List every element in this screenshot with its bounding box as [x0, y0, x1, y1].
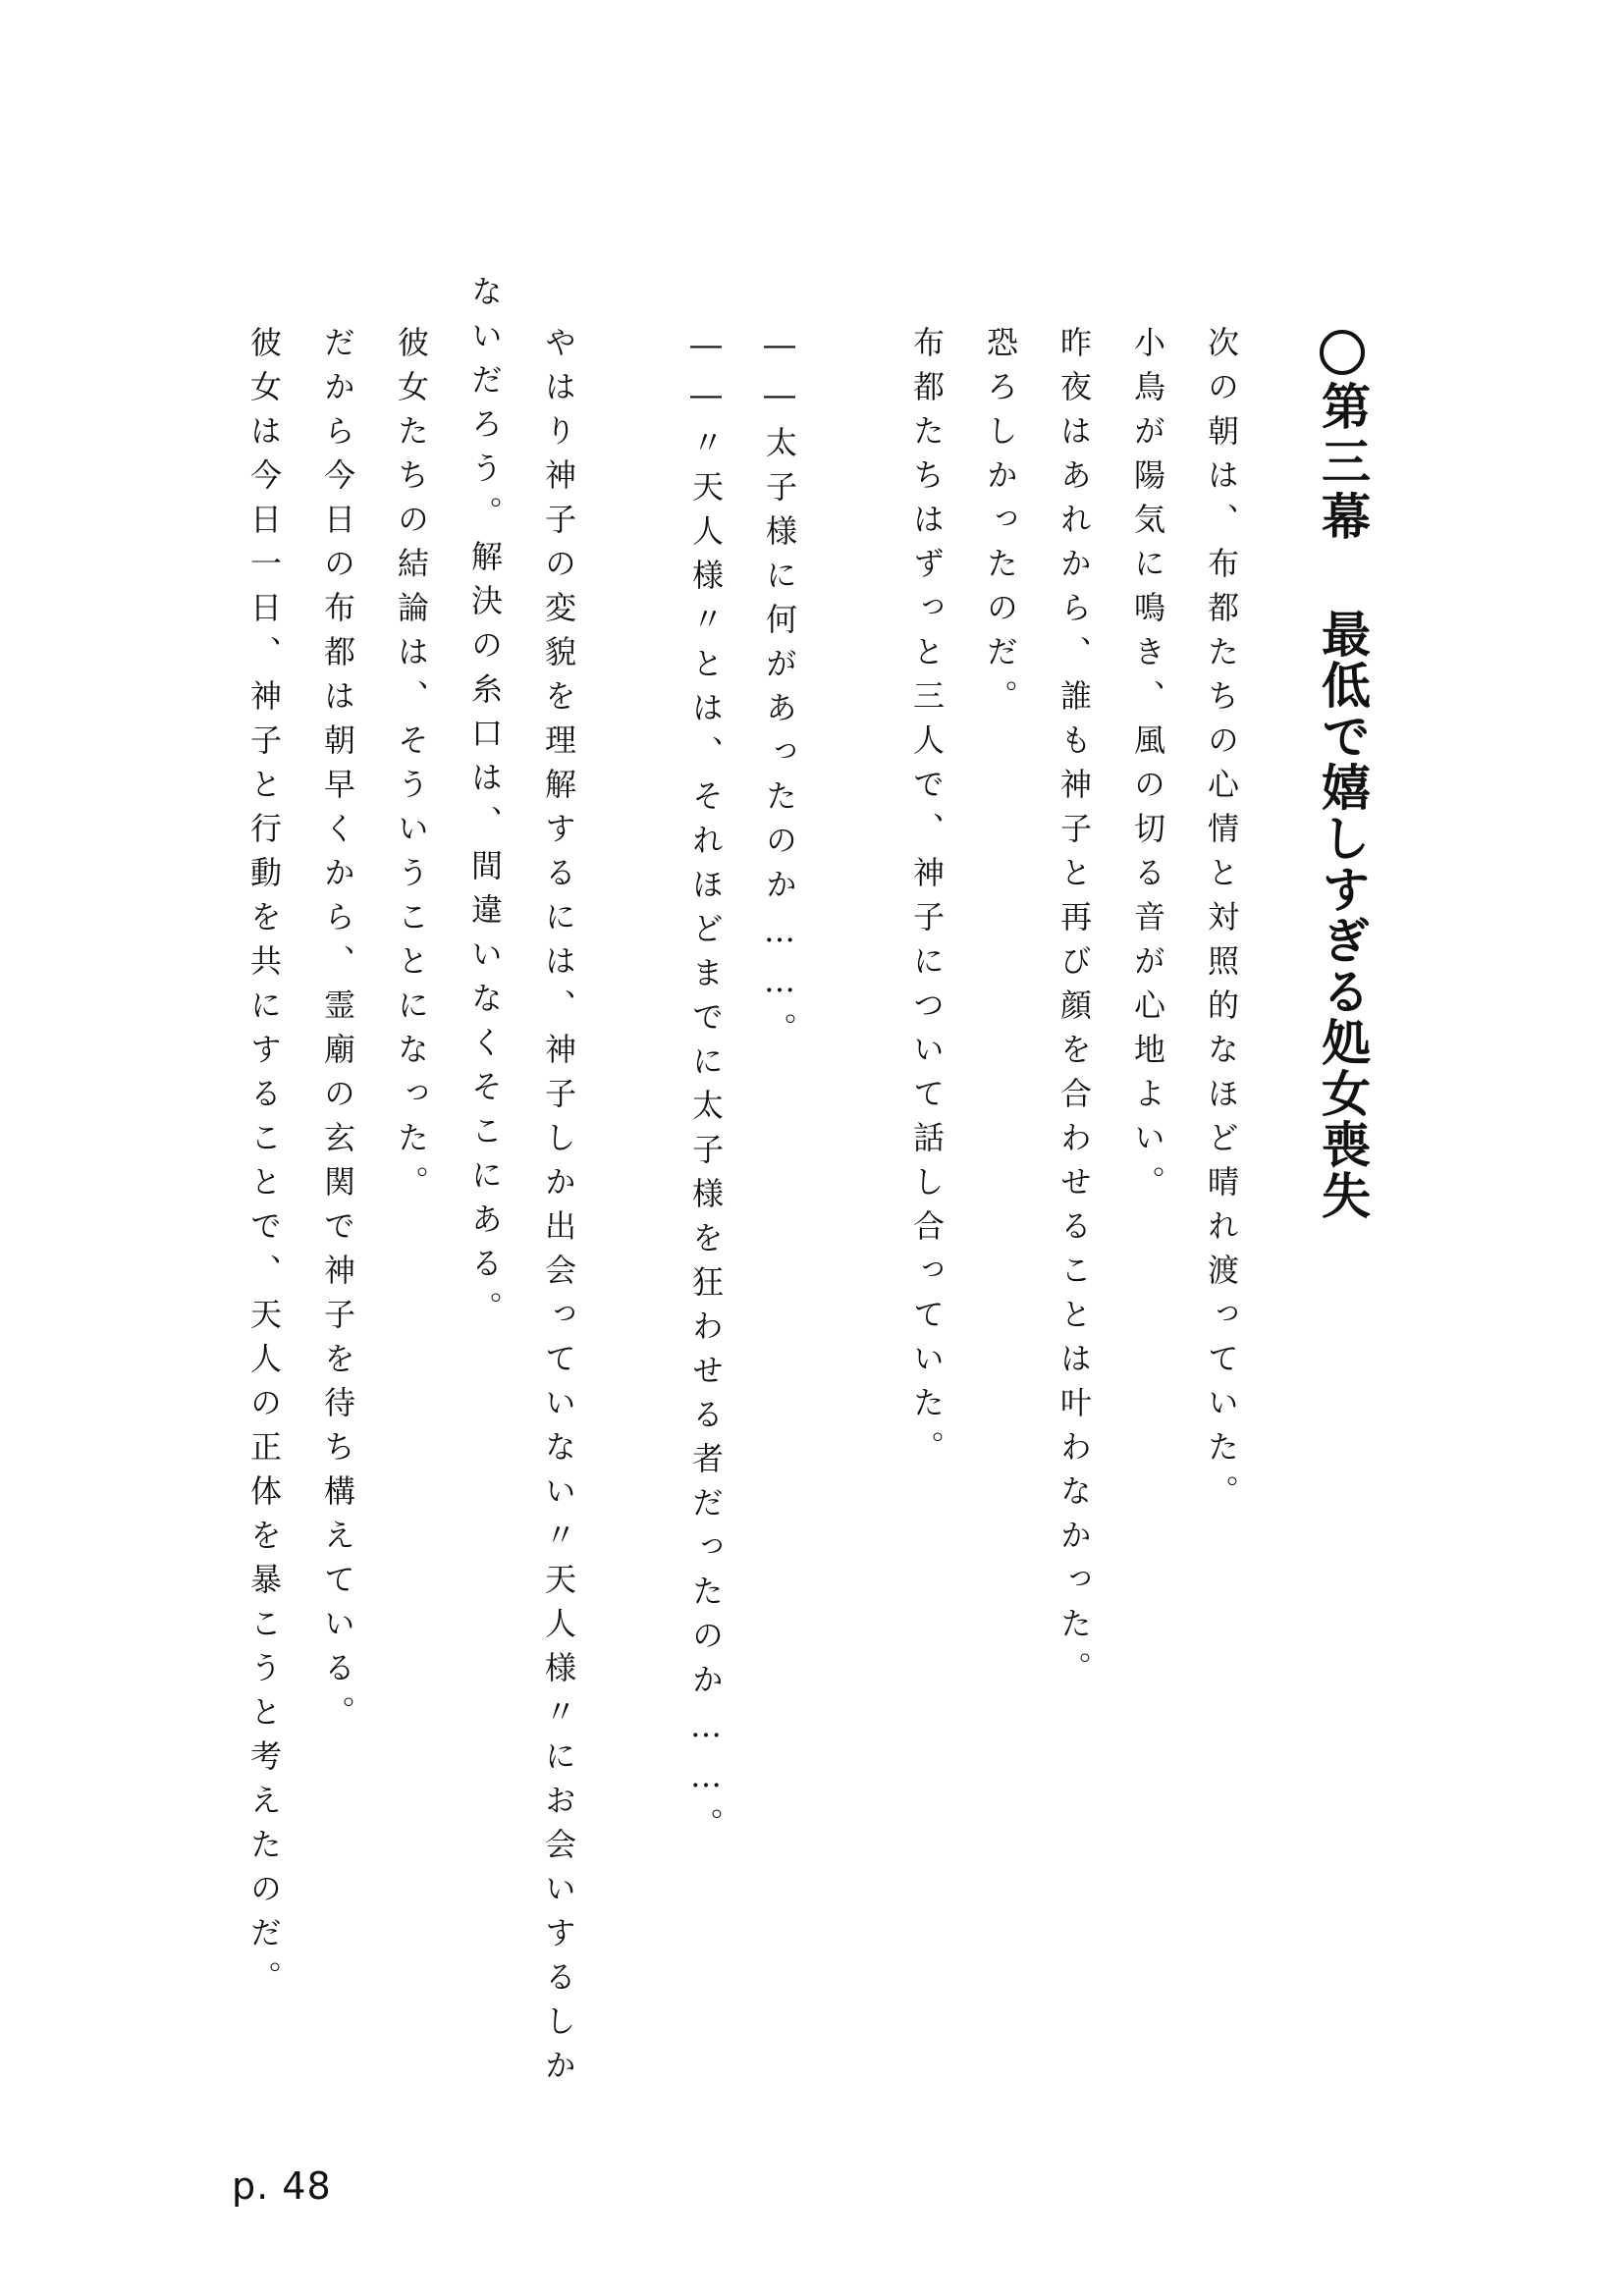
text-line-7: ――〃天人様〃とは、それほどまでに太子様を狂わせる者だったのか……。: [687, 326, 725, 1851]
text-line-12: 彼女は今日一日、神子と行動を共にすることで、天人の正体を暴こうと考えたのだ。: [245, 326, 283, 2004]
circle-mark-icon: [1320, 330, 1365, 375]
text-line-4: 恐ろしかったのだ。: [982, 326, 1019, 723]
text-line-10: 彼女たちの結論は、そういうことになった。: [393, 326, 430, 1209]
chapter-act: 第三幕: [1314, 381, 1371, 546]
page-number: p. 48: [232, 2164, 332, 2208]
text-line-5: 布都たちはずっと三人で、神子について話し合っていた。: [908, 326, 946, 1474]
text-line-1: 次の朝は、布都たちの心情と対照的なほど晴れ渡っていた。: [1203, 326, 1240, 1519]
text-line-8: やはり神子の変貌を理解するには、神子しか出会っていない〃天人様〃にお会いするしか: [540, 326, 577, 2093]
text-line-2: 小鳥が陽気に鳴き、風の切る音が心地よい。: [1129, 326, 1166, 1209]
text-line-11: だから今日の布都は朝早くから、霊廟の玄関で神子を待ち構えている。: [319, 326, 356, 1739]
text-line-6: ――太子様に何があったのか……。: [761, 326, 798, 1056]
text-line-3: 昨夜はあれから、誰も神子と再び顔を合わせることは叶わなかった。: [1056, 326, 1093, 1695]
text-line-9: ないだろう。解決の糸口は、間違いなくそこにある。: [466, 275, 504, 1335]
chapter-title: 最低で嬉しすぎる処女喪失: [1314, 609, 1371, 1221]
chapter-heading: [1314, 330, 1371, 1221]
